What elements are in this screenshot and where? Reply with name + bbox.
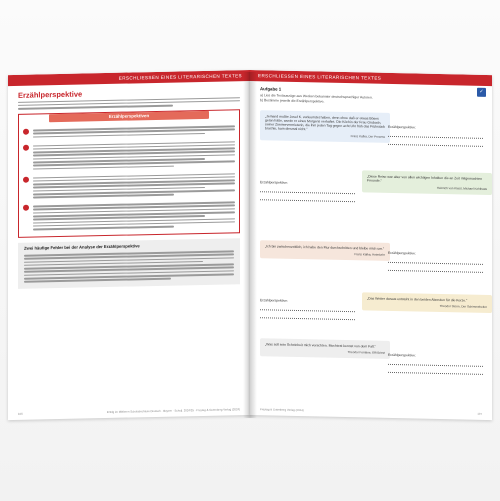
publisher-logo-icon: ✓: [477, 88, 486, 97]
list-item: [19, 198, 239, 235]
perspective-box-title: Erzählperspektiven: [49, 111, 209, 123]
quote-text: „Diese Reise war aber von allen wichtigen Inhalten die an Zeit mitgemachten Freunde.“: [367, 174, 483, 183]
answer-field[interactable]: [388, 251, 483, 273]
quote-source: Heinrich von Kleist, Michael Kohlhaas: [436, 185, 487, 191]
right-page: [250, 70, 492, 420]
quote-box: [260, 338, 390, 359]
bullet-icon: [23, 176, 29, 182]
footer-text: Erfolg im Mittleren Schulabschluss Deutsch · Bayern · Schulj. 2024/25 · Freytag & Gutenberg Verlag (2024): [106, 407, 240, 414]
quote-text: „Jemand mußte Josef K. verleumdet haben, denn ohne daß er etwas Böses getan hätte, wurde er eines Morgens verhaftet. Die Köchin der Frau Grubach, seiner Zimmervermieterin, die ihm jeden Tag gegen acht Uhr früh das Frühstück brachte, kam diesmal nicht.“: [265, 114, 385, 132]
task-b: b) Bestimme jeweils die Erzählperspektive.: [260, 98, 325, 104]
answer-field[interactable]: [260, 180, 355, 202]
answer-label: Erzählperspektive:: [388, 250, 416, 256]
quote-box: [260, 110, 390, 143]
right-footer: [260, 407, 482, 416]
bullet-icon: [23, 205, 29, 211]
quote-box: [362, 170, 492, 195]
answer-label: Erzählperspektive:: [388, 352, 416, 358]
left-page-header: ERSCHLIESSEN EINES LITERARISCHEN TEXTES: [8, 70, 250, 86]
quote-box: [362, 292, 492, 313]
perspective-box: [18, 109, 240, 238]
page-number: 106: [18, 411, 23, 416]
quote-source: Franz Kafka, Der Process: [350, 134, 385, 139]
task-label: Aufgabe 1: [260, 86, 282, 92]
quote-source: Theodor Fontane, Effi Briest: [347, 350, 385, 355]
list-item: [19, 137, 239, 174]
page-title: Erzählperspektive: [18, 89, 83, 100]
quote-text: „Das Wetter daraus entsteht in den beiden Abenden für die Kerze.“: [367, 296, 468, 303]
task-a: a) Lies die Textauszüge aus Werken bekannter deutschsprachiger Autoren.: [260, 92, 373, 100]
bullet-icon: [23, 129, 29, 135]
answer-label: Erzählperspektive:: [260, 180, 288, 185]
common-errors-box: [18, 239, 240, 289]
quote-text: „Was soll sein Scheinheit mich verachten. Mochtest kennst von dem Fall.“: [265, 342, 376, 349]
answer-field[interactable]: [388, 353, 483, 375]
left-page: [8, 70, 250, 420]
common-errors-title: Zwei häufige Fehler bei der Analyse der Erzählperspektive: [24, 243, 140, 252]
quote-source: Theodor Storm, Der Schimmelreiter: [439, 303, 487, 309]
book-gutter: [243, 72, 257, 418]
answer-label: Erzählperspektive:: [260, 298, 288, 303]
answer-label: Erzählperspektive:: [388, 124, 416, 130]
left-footer: [18, 407, 240, 416]
answer-field[interactable]: [260, 298, 355, 320]
list-item: [19, 169, 239, 202]
quote-box: [260, 240, 390, 261]
answer-field[interactable]: [388, 125, 483, 147]
quote-text: „Ich bin zwischenzeitlich, ich habe den Flur durchschritten und bleibe mich um.“: [265, 244, 385, 251]
right-page-header: ERSCHLIESSEN EINES LITERARISCHEN TEXTES: [250, 70, 492, 86]
page-number: 107: [477, 411, 482, 416]
quote-source: Franz Kafka, Heimkehr: [354, 252, 385, 257]
bullet-icon: [23, 145, 29, 151]
footer-text: Freytag & Gutenberg Verlag (2024): [260, 407, 304, 413]
